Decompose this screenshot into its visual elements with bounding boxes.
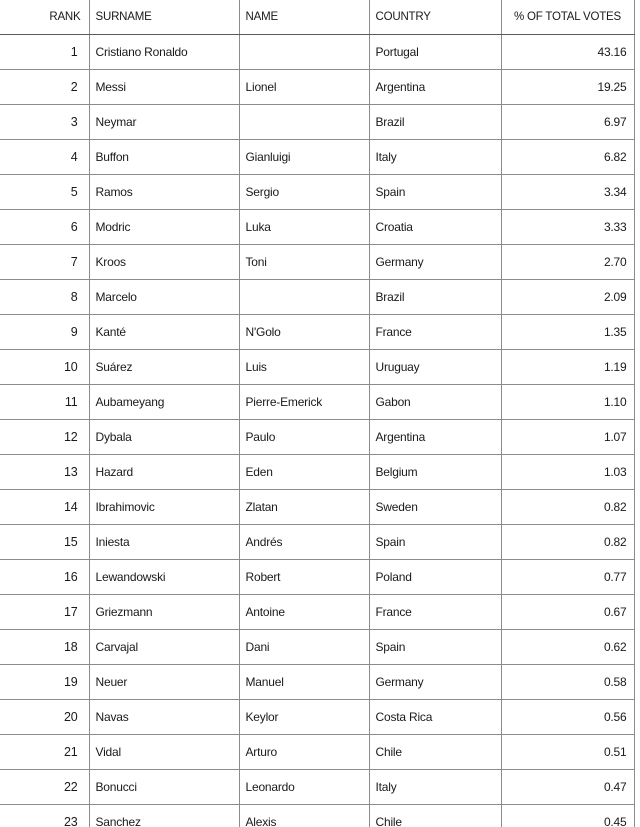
cell-country: Chile: [369, 735, 501, 770]
cell-surname: Kroos: [89, 245, 239, 280]
table-row: [0, 700, 634, 735]
cell-pct-votes: 1.07: [501, 420, 634, 455]
cell-surname: Vidal: [89, 735, 239, 770]
table-row: [0, 140, 634, 175]
table-row: [0, 210, 634, 245]
cell-pct-votes: 3.34: [501, 175, 634, 210]
table-row: [0, 315, 634, 350]
cell-pct-votes: 0.45: [501, 805, 634, 827]
table-row: [0, 560, 634, 595]
cell-rank: 2: [0, 70, 89, 105]
cell-country: Croatia: [369, 210, 501, 245]
cell-surname: Cristiano Ronaldo: [89, 35, 239, 70]
cell-rank: 8: [0, 280, 89, 315]
cell-rank: 1: [0, 35, 89, 70]
cell-country: Spain: [369, 525, 501, 560]
table-row: [0, 70, 634, 105]
table-row: [0, 490, 634, 525]
cell-pct-votes: 0.47: [501, 770, 634, 805]
cell-name: Alexis: [239, 805, 369, 827]
cell-pct-votes: 3.33: [501, 210, 634, 245]
cell-pct-votes: 0.58: [501, 665, 634, 700]
table-row: [0, 665, 634, 700]
cell-rank: 5: [0, 175, 89, 210]
cell-surname: Messi: [89, 70, 239, 105]
cell-country: Brazil: [369, 280, 501, 315]
header-country: COUNTRY: [369, 0, 501, 35]
table-body: [0, 35, 634, 827]
cell-pct-votes: 1.10: [501, 385, 634, 420]
table-row: [0, 280, 634, 315]
cell-rank: 11: [0, 385, 89, 420]
cell-name: Luka: [239, 210, 369, 245]
cell-pct-votes: 0.67: [501, 595, 634, 630]
cell-country: Brazil: [369, 105, 501, 140]
cell-name: [239, 280, 369, 315]
cell-surname: Modric: [89, 210, 239, 245]
cell-surname: Suárez: [89, 350, 239, 385]
cell-country: Poland: [369, 560, 501, 595]
cell-surname: Kanté: [89, 315, 239, 350]
cell-pct-votes: 0.77: [501, 560, 634, 595]
cell-name: Lionel: [239, 70, 369, 105]
cell-rank: 18: [0, 630, 89, 665]
cell-country: Argentina: [369, 70, 501, 105]
cell-rank: 10: [0, 350, 89, 385]
cell-country: Spain: [369, 175, 501, 210]
cell-name: Antoine: [239, 595, 369, 630]
header-surname: SURNAME: [89, 0, 239, 35]
cell-rank: 4: [0, 140, 89, 175]
table-row: [0, 350, 634, 385]
cell-country: Gabon: [369, 385, 501, 420]
cell-name: Toni: [239, 245, 369, 280]
cell-country: Portugal: [369, 35, 501, 70]
cell-country: France: [369, 595, 501, 630]
cell-country: Spain: [369, 630, 501, 665]
cell-rank: 7: [0, 245, 89, 280]
cell-rank: 16: [0, 560, 89, 595]
cell-name: Leonardo: [239, 770, 369, 805]
cell-surname: Iniesta: [89, 525, 239, 560]
cell-country: Italy: [369, 770, 501, 805]
cell-rank: 3: [0, 105, 89, 140]
cell-country: Sweden: [369, 490, 501, 525]
cell-pct-votes: 19.25: [501, 70, 634, 105]
cell-pct-votes: 6.82: [501, 140, 634, 175]
cell-pct-votes: 0.56: [501, 700, 634, 735]
cell-surname: Griezmann: [89, 595, 239, 630]
cell-surname: Lewandowski: [89, 560, 239, 595]
cell-name: Zlatan: [239, 490, 369, 525]
cell-rank: 14: [0, 490, 89, 525]
cell-name: Manuel: [239, 665, 369, 700]
table-row: [0, 735, 634, 770]
cell-country: France: [369, 315, 501, 350]
cell-name: Luis: [239, 350, 369, 385]
cell-surname: Navas: [89, 700, 239, 735]
table-row: [0, 525, 634, 560]
cell-name: Sergio: [239, 175, 369, 210]
header-pct-votes: % OF TOTAL VOTES: [501, 0, 634, 35]
cell-name: [239, 105, 369, 140]
table-row: [0, 595, 634, 630]
table-row: [0, 105, 634, 140]
cell-country: Uruguay: [369, 350, 501, 385]
cell-country: Germany: [369, 665, 501, 700]
cell-name: Gianluigi: [239, 140, 369, 175]
header-rank: RANK: [0, 0, 89, 35]
header-name: NAME: [239, 0, 369, 35]
cell-name: Robert: [239, 560, 369, 595]
cell-surname: Aubameyang: [89, 385, 239, 420]
cell-name: Andrés: [239, 525, 369, 560]
cell-country: Chile: [369, 805, 501, 827]
cell-pct-votes: 1.03: [501, 455, 634, 490]
table-row: [0, 175, 634, 210]
cell-surname: Carvajal: [89, 630, 239, 665]
cell-country: Costa Rica: [369, 700, 501, 735]
cell-country: Argentina: [369, 420, 501, 455]
cell-surname: Ibrahimovic: [89, 490, 239, 525]
cell-rank: 9: [0, 315, 89, 350]
cell-country: Germany: [369, 245, 501, 280]
table-row: [0, 35, 634, 70]
cell-rank: 13: [0, 455, 89, 490]
cell-name: Arturo: [239, 735, 369, 770]
cell-country: Belgium: [369, 455, 501, 490]
cell-surname: Dybala: [89, 420, 239, 455]
cell-pct-votes: 6.97: [501, 105, 634, 140]
cell-name: Eden: [239, 455, 369, 490]
cell-rank: 12: [0, 420, 89, 455]
cell-surname: Hazard: [89, 455, 239, 490]
cell-rank: 15: [0, 525, 89, 560]
table-row: [0, 630, 634, 665]
cell-name: Paulo: [239, 420, 369, 455]
cell-pct-votes: 0.62: [501, 630, 634, 665]
cell-rank: 17: [0, 595, 89, 630]
table-header-row: [0, 0, 634, 35]
cell-surname: Neymar: [89, 105, 239, 140]
cell-rank: 23: [0, 805, 89, 827]
table-row: [0, 805, 634, 827]
cell-surname: Neuer: [89, 665, 239, 700]
cell-country: Italy: [369, 140, 501, 175]
cell-surname: Sanchez: [89, 805, 239, 827]
cell-pct-votes: 1.19: [501, 350, 634, 385]
cell-name: Keylor: [239, 700, 369, 735]
cell-rank: 19: [0, 665, 89, 700]
cell-name: Pierre-Emerick: [239, 385, 369, 420]
cell-pct-votes: 1.35: [501, 315, 634, 350]
cell-name: Dani: [239, 630, 369, 665]
cell-rank: 21: [0, 735, 89, 770]
cell-surname: Buffon: [89, 140, 239, 175]
cell-pct-votes: 0.51: [501, 735, 634, 770]
cell-rank: 6: [0, 210, 89, 245]
cell-surname: Ramos: [89, 175, 239, 210]
cell-pct-votes: 2.09: [501, 280, 634, 315]
table-row: [0, 385, 634, 420]
cell-rank: 20: [0, 700, 89, 735]
cell-pct-votes: 43.16: [501, 35, 634, 70]
table-row: [0, 455, 634, 490]
cell-pct-votes: 0.82: [501, 490, 634, 525]
cell-surname: Bonucci: [89, 770, 239, 805]
table-row: [0, 420, 634, 455]
cell-name: [239, 35, 369, 70]
cell-pct-votes: 2.70: [501, 245, 634, 280]
cell-rank: 22: [0, 770, 89, 805]
table-row: [0, 245, 634, 280]
cell-surname: Marcelo: [89, 280, 239, 315]
table-row: [0, 770, 634, 805]
cell-name: N'Golo: [239, 315, 369, 350]
cell-pct-votes: 0.82: [501, 525, 634, 560]
